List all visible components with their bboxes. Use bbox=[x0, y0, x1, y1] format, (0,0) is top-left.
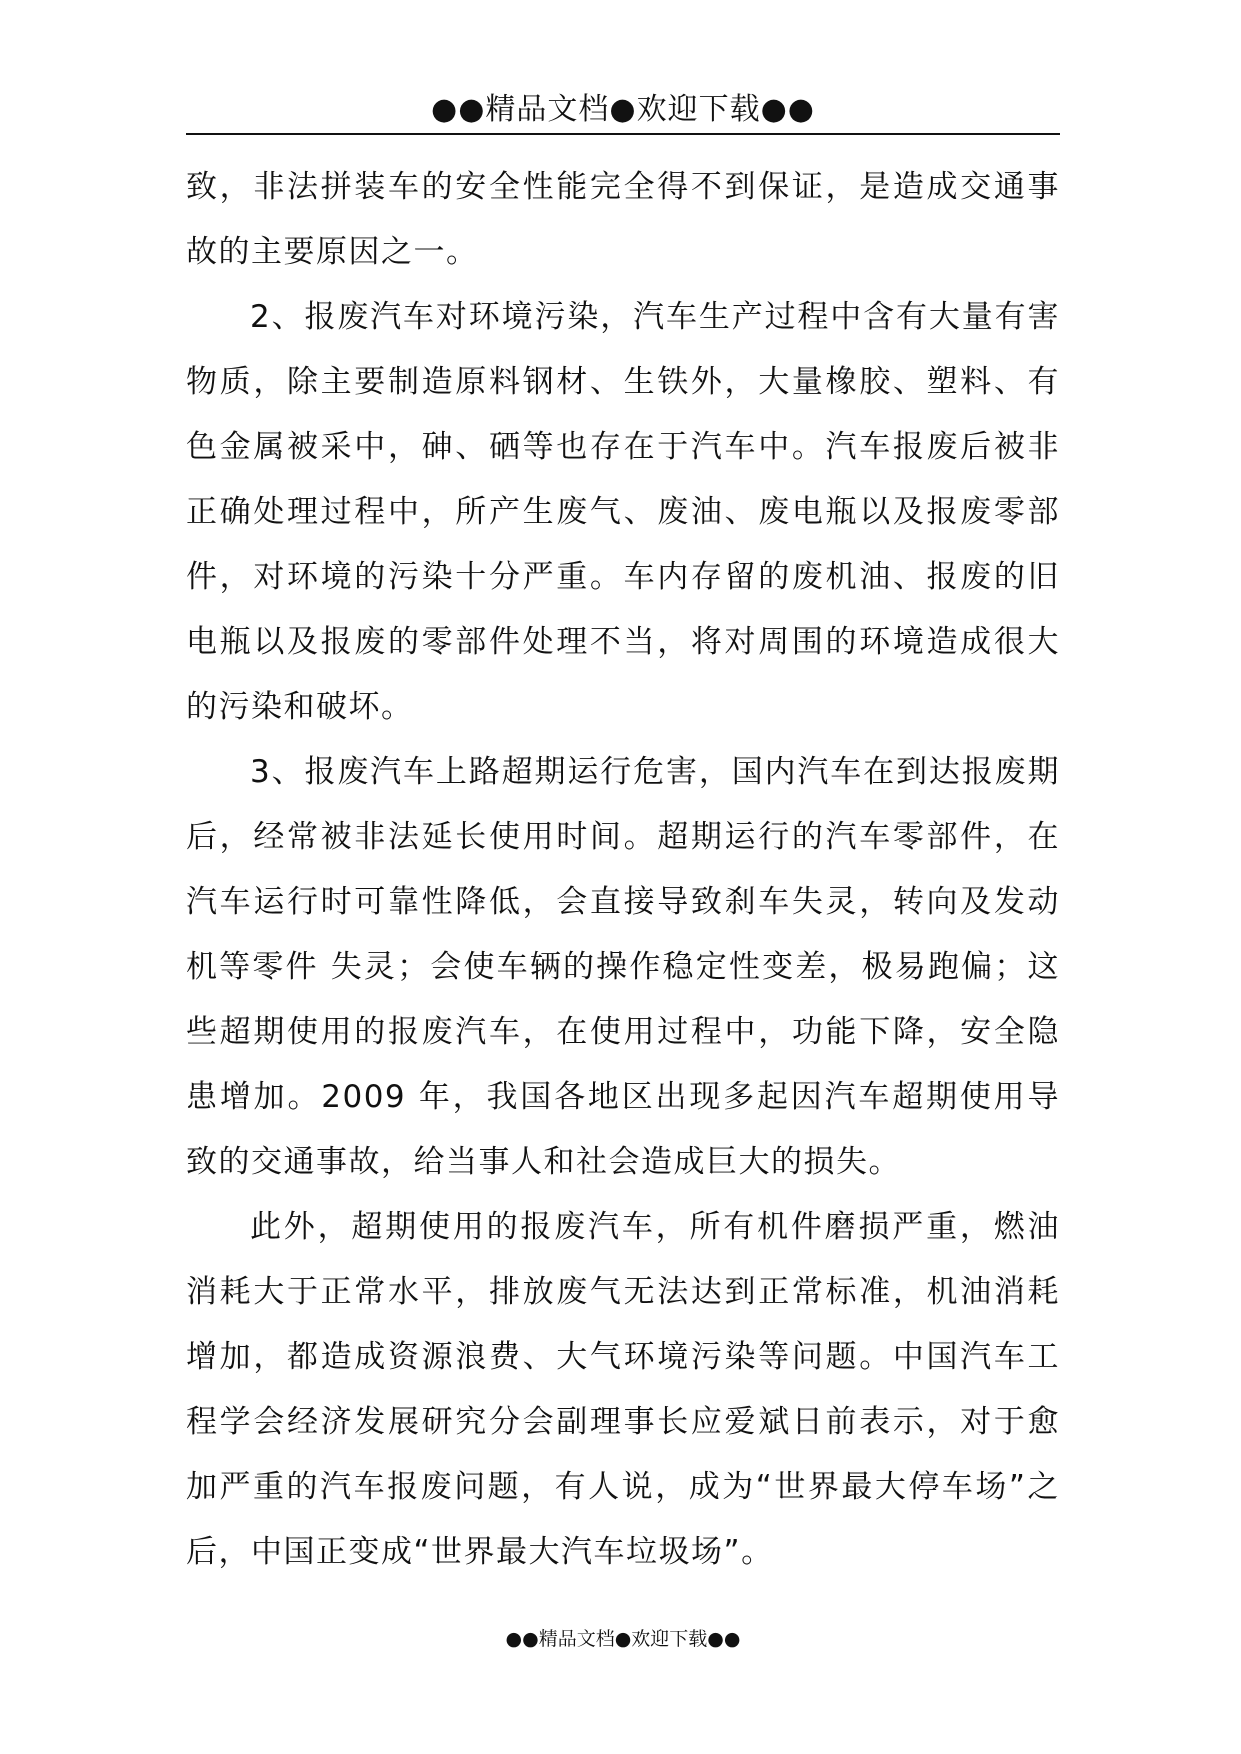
paragraph-continuation: 致，非法拼装车的安全性能完全得不到保证，是造成交通事故的主要原因之一。 bbox=[186, 169, 1060, 270]
paragraph-resource-waste: 此外，超期使用的报废汽车，所有机件磨损严重，燃油消耗大于正常水平，排放废气无法达到正常标准，机油消耗增加，都造成资源浪费、大气环境污染等问题。中国汽车工程学会经济发展研究分会副理事长应爱斌日前表示，对于愈加严重的汽车报废问题，有人说，成为“世界最大停车场”之后，中国正变成“世界最大汽车垃圾场”。 bbox=[186, 1209, 1060, 1570]
document-body bbox=[186, 155, 1060, 1585]
page-header: ●●精品文档●欢迎下载●● bbox=[431, 92, 815, 127]
header-divider bbox=[186, 133, 1060, 135]
page-footer: ●●精品文档●欢迎下载●● bbox=[505, 1628, 741, 1650]
paragraph-environment-pollution: 2、报废汽车对环境污染，汽车生产过程中含有大量有害物质，除主要制造原料钢材、生铁外，大量橡胶、塑料、有色金属被采中，砷、硒等也存在于汽车中。汽车报废后被非正确处理过程中，所产生废气、废油、废电瓶以及报废零部件，对环境的污染十分严重。车内存留的废机油、报废的旧电瓶以及报废的零部件处理不当，将对周围的环境造成很大的污染和破坏。 bbox=[186, 299, 1060, 725]
paragraph-overdue-operation: 3、报废汽车上路超期运行危害，国内汽车在到达报废期后，经常被非法延长使用时间。超期运行的汽车零部件，在汽车运行时可靠性降低，会直接导致刹车失灵，转向及发动机等零件 失灵；会使车辆的操作稳定性变差，极易跑偏；这些超期使用的报废汽车，在使用过程中，功能下降，安全隐患增加。2009 年，我国各地区出现多起因汽车超期使用导致的交通事故，给当事人和社会造成巨大的损失。 bbox=[186, 754, 1060, 1180]
